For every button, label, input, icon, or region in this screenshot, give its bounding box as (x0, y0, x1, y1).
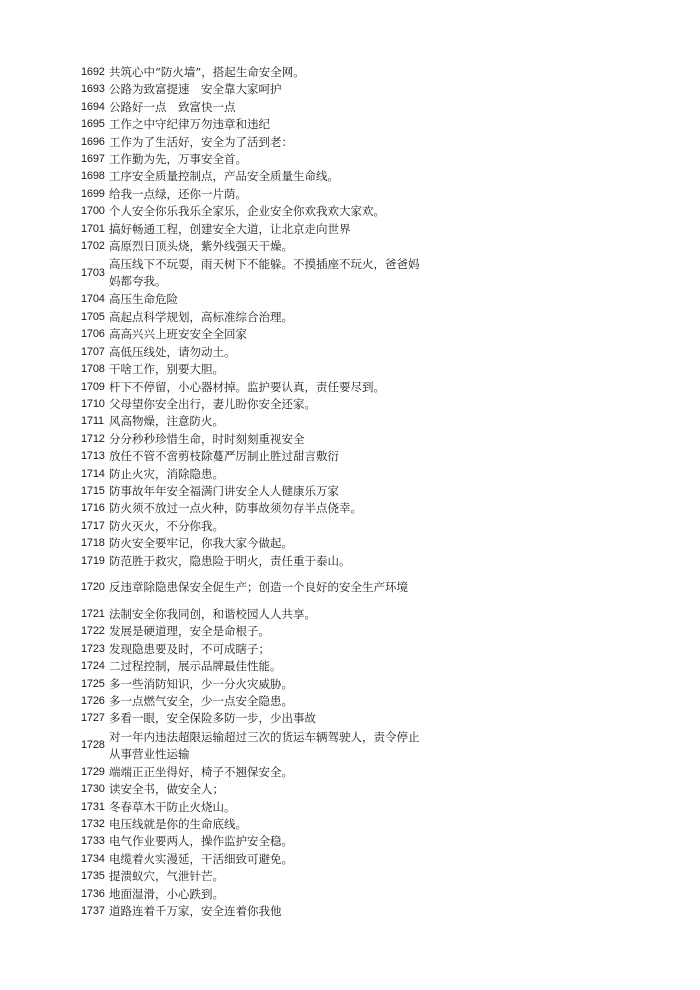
list-item (81, 606, 421, 623)
item-text: 分分秒秒珍惜生命，时时刻刻重视安全 (109, 431, 305, 446)
item-text: 高低压线处，请勿动土。 (109, 344, 236, 359)
item-number: 1713 (81, 450, 105, 463)
list-item (81, 116, 421, 133)
item-number: 1714 (81, 467, 105, 480)
item-number: 1706 (81, 328, 105, 341)
item-text: 反违章除隐患保安全促生产；创造一个良好的安全生产环境 (109, 580, 408, 595)
list-item (81, 466, 421, 483)
item-number: 1720 (81, 581, 105, 594)
item-number: 1731 (81, 800, 105, 813)
item-number: 1693 (81, 83, 105, 96)
list-item (81, 728, 421, 764)
list-item (81, 710, 421, 727)
item-number: 1716 (81, 502, 105, 515)
item-number: 1735 (81, 870, 105, 883)
item-number: 1700 (81, 205, 105, 218)
list-item (81, 238, 421, 255)
slogan-list (81, 64, 421, 920)
item-text: 杆下不停留，小心器材掉。监护要认真，责任要尽到。 (109, 379, 385, 394)
list-item (81, 81, 421, 98)
item-number: 1726 (81, 695, 105, 707)
list-item (81, 396, 421, 413)
list-item (81, 764, 421, 781)
item-text: 搞好畅通工程，创建安全大道，让北京走向世界 (109, 221, 351, 236)
item-text: 发现隐患要及时，不可成瞎子； (109, 641, 270, 656)
list-item (81, 291, 421, 308)
list-item (81, 309, 421, 326)
item-number: 1709 (81, 380, 105, 393)
item-text: 风高物燥，注意防火。 (109, 414, 224, 429)
item-number: 1701 (81, 222, 105, 235)
item-number: 1692 (81, 66, 105, 78)
item-text: 端端正正坐得好，椅子不翘保安全。 (109, 764, 293, 779)
list-item (81, 255, 421, 291)
item-text: 工作为了生活好，安全为了活到老： (109, 134, 293, 149)
list-item (81, 641, 421, 658)
item-text: 高起点科学规划，高标准综合治理。 (109, 309, 293, 324)
item-number: 1704 (81, 293, 105, 306)
item-number: 1718 (81, 537, 105, 550)
item-text: 电压线就是你的生命底线。 (109, 817, 247, 832)
item-text: 电缆着火实漫延，干活细致可避免。 (109, 851, 293, 866)
list-item (81, 379, 421, 396)
list-item (81, 326, 421, 343)
list-item (81, 361, 421, 378)
item-text: 二过程控制，展示品牌最佳性能。 (109, 659, 282, 674)
list-item (81, 553, 421, 570)
item-text: 防火安全要牢记，你我大家今做起。 (109, 536, 293, 551)
item-number: 1736 (81, 887, 105, 900)
item-text: 防范胜于救灾，隐患险于明火，责任重于泰山。 (109, 553, 351, 568)
list-item (81, 693, 421, 710)
list-item (81, 833, 421, 850)
item-text: 共筑心中“防火墙”，搭起生命安全网。 (109, 65, 305, 79)
item-number: 1710 (81, 397, 105, 410)
item-number: 1698 (81, 170, 105, 183)
item-text: 多一些消防知识，少一分火灾威胁。 (109, 676, 293, 691)
item-number: 1730 (81, 783, 105, 796)
item-number: 1697 (81, 153, 105, 166)
list-item (81, 203, 421, 220)
list-item (81, 781, 421, 798)
item-text: 高原烈日顶头烧，紫外线强天干燥。 (109, 239, 293, 254)
item-text: 给我一点绿，还你一片荫。 (109, 186, 247, 201)
item-text: 高压生命危险 (109, 292, 178, 307)
item-text: 防事故年年安全福满门讲安全人人健康乐万家 (109, 483, 339, 498)
item-text: 工作勤为先，万事安全首。 (109, 152, 247, 167)
item-text: 多一点燃气安全，少一点安全隐患。 (109, 694, 293, 708)
item-text: 高高兴兴上班安安全全回家 (109, 327, 247, 342)
list-item (81, 886, 421, 903)
item-text: 防火灭火，不分你我。 (109, 518, 224, 533)
list-item (81, 483, 421, 500)
list-item (81, 99, 421, 116)
item-number: 1708 (81, 363, 105, 376)
list-item (81, 518, 421, 535)
item-number: 1732 (81, 818, 105, 831)
item-number: 1702 (81, 240, 105, 253)
item-number: 1725 (81, 677, 105, 690)
item-number: 1715 (81, 484, 105, 497)
item-number: 1703 (81, 266, 105, 279)
item-number: 1723 (81, 642, 105, 655)
item-number: 1694 (81, 100, 105, 113)
list-item (81, 168, 421, 185)
item-text: 干啥工作，别要大胆。 (109, 362, 224, 377)
list-item (81, 151, 421, 168)
list-item (81, 676, 421, 693)
list-item (81, 221, 421, 238)
item-number: 1734 (81, 852, 105, 865)
list-item (81, 448, 421, 465)
item-number: 1721 (81, 607, 105, 620)
item-number: 1707 (81, 345, 105, 358)
list-item (81, 868, 421, 885)
item-text: 发展是硬道理，安全是命根子。 (109, 624, 270, 639)
item-text: 高压线下不玩耍，雨天树下不能躲。不摸插座不玩火，爸爸妈妈都夸我。 (109, 257, 420, 289)
list-item (81, 431, 421, 448)
item-text: 地面湿滑，小心跌到。 (109, 886, 224, 901)
item-text: 对一年内违法超限运输超过三次的货运车辆驾驶人，责令停止从事营业性运输 (109, 729, 420, 761)
list-item (81, 658, 421, 675)
item-text: 多看一眼，安全保险多防一步，少出事故 (109, 711, 316, 726)
item-text: 提溃蚁穴，气泄针芒。 (109, 869, 224, 884)
list-item (81, 623, 421, 640)
item-number: 1695 (81, 118, 105, 131)
item-number: 1722 (81, 625, 105, 638)
item-number: 1699 (81, 187, 105, 200)
item-number: 1712 (81, 432, 105, 445)
item-number: 1717 (81, 519, 105, 532)
item-number: 1728 (81, 739, 105, 752)
item-text: 工序安全质量控制点，产品安全质量生命线。 (109, 169, 339, 184)
item-number: 1727 (81, 712, 105, 725)
item-text: 父母望你安全出行，妻儿盼你安全还家。 (109, 396, 316, 411)
item-text: 电气作业要两人，操作监护安全稳。 (109, 834, 293, 849)
list-item (81, 903, 421, 920)
item-number: 1696 (81, 135, 105, 148)
item-text: 道路连着千万家，安全连着你我他 (109, 904, 282, 919)
item-number: 1729 (81, 765, 105, 778)
list-item (81, 500, 421, 517)
item-number: 1737 (81, 905, 105, 918)
item-number: 1719 (81, 554, 105, 567)
item-text: 工作之中守纪律万勿违章和违纪 (109, 117, 270, 132)
list-item (81, 816, 421, 833)
item-text: 读安全书，做安全人； (109, 782, 224, 797)
list-item (81, 186, 421, 203)
item-text: 防火须不放过一点火种，防事故须勿存半点侥幸。 (109, 501, 362, 516)
list-item (81, 570, 421, 606)
list-item (81, 799, 421, 816)
item-text: 防止火灾，消除隐患。 (109, 466, 224, 481)
list-item (81, 413, 421, 430)
list-item (81, 535, 421, 552)
item-text: 个人安全你乐我乐全家乐，企业安全你欢我欢大家欢。 (109, 204, 385, 219)
item-text: 公路好一点 致富快一点 (109, 99, 236, 114)
item-text: 法制安全你我同创，和谐校园人人共享。 (109, 606, 316, 621)
item-text: 公路为致富提速 安全靠大家呵护 (109, 82, 282, 97)
list-item (81, 851, 421, 868)
item-number: 1724 (81, 660, 105, 673)
list-item (81, 344, 421, 361)
item-text: 冬春草木干防止火烧山。 (109, 799, 236, 814)
item-text: 放任不管不啻剪枝除蔓严厉制止胜过甜言敷衍 (109, 449, 339, 464)
list-item (81, 64, 421, 81)
item-number: 1711 (81, 415, 104, 428)
list-item (81, 134, 421, 151)
item-number: 1733 (81, 835, 105, 848)
item-number: 1705 (81, 310, 105, 323)
